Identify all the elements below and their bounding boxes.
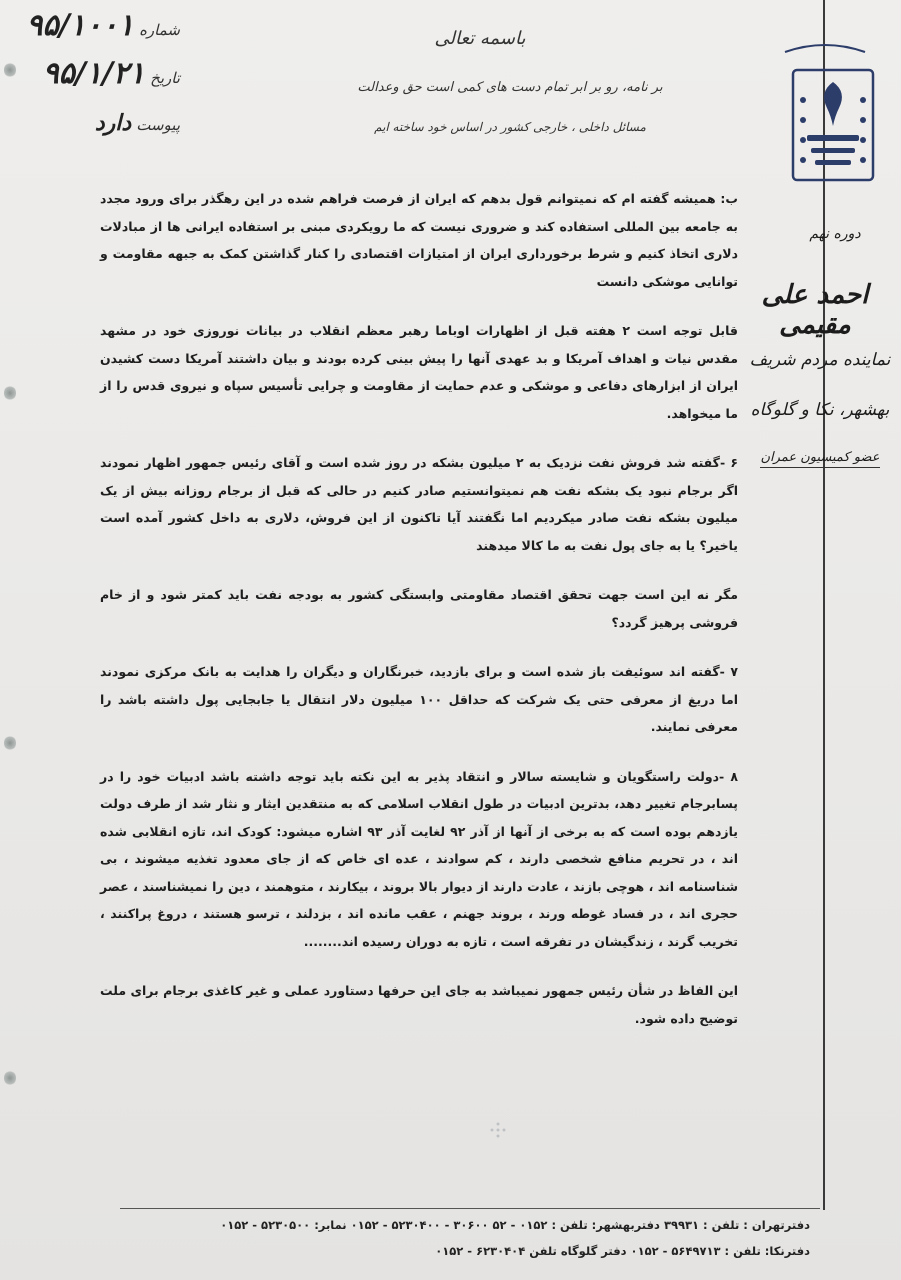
binder-hole xyxy=(4,385,16,401)
dot-mark-icon xyxy=(488,1120,508,1140)
letter-body xyxy=(100,185,738,1054)
attachment-label: پیوست xyxy=(136,116,180,134)
binder-hole xyxy=(4,62,16,78)
header-motto-line-2: مسائل داخلی ، خارجی کشور در اساس خود ساخته ایم xyxy=(374,120,646,134)
parliament-emblem-icon xyxy=(755,40,895,190)
binder-hole xyxy=(4,1070,16,1086)
handwritten-date xyxy=(6,56,186,91)
binder-hole xyxy=(4,735,16,751)
handwritten-attachment xyxy=(6,110,186,136)
footer-rule xyxy=(120,1208,820,1209)
number-value: ۹۵/۱۰۰۱ xyxy=(26,8,134,43)
representative-constituency: بهشهر، نکا و گلوگاه xyxy=(750,400,890,420)
paragraph: ۷ -گفته اند سوئیفت باز شده است و برای بازدید، خبرنگاران و دیگران را هدایت به بانک مرکزی نمودند اما دریغ از معرفی حتی یک شرکت که حداقل ۱۰۰ میلیون دلار انتقال یا جابجایی پول داشته باشد را معرفی نمایند. xyxy=(100,664,739,734)
date-label: تاریخ xyxy=(150,69,180,87)
header-motto-line-1: بر نامه، رو بر ابر تمام دست های کمی است حق وعدالت xyxy=(357,80,663,95)
term-label: دوره نهم xyxy=(809,226,861,242)
footer-contact-line-1: دفترتهران : تلفن : ۳۹۹۳۱ دفتربهشهر: تلفن : ۰۱۵۲ - ۵۲ ۳۰۶۰۰ - ۵۲۳۰۴۰۰ - ۰۱۵۲ نمابر: ۵۲۳۰۵۰۰ - ۰۱۵۲ xyxy=(220,1218,810,1232)
commission-label: عضو کمیسیون عمران xyxy=(760,450,880,468)
representative-title: نماینده مردم شریف xyxy=(749,350,891,370)
paragraph: مگر نه این است جهت تحقق اقتصاد مقاومتی وابستگی کشور به بودجه نفت باید کمتر شود و از خام فروشی پرهیز گردد؟ xyxy=(100,587,738,630)
handwritten-number xyxy=(6,8,186,43)
paragraph: ۶ -گفته شد فروش نفت نزدیک به ۲ میلیون بشکه در روز شده است و آقای رئیس جمهور اظهار نمودند اگر برجام نبود یک بشکه نفت هم نمیتوانستیم صادر کنیم در حالی که قبل از برجام روزانه بیش از یک میلیون بشکه نفت صادر میکردیم اما نگفتند آیا تاکنون از این فروش، دلاری به داخل کشور آمده است یاخیر؟ یا به جای پول نفت به ما کالا میدهند xyxy=(100,455,738,553)
paragraph: قابل توجه است ۲ هفته قبل از اظهارات اوباما رهبر معظم انقلاب در بیانات نوروزی خود در مشهد مقدس نیات و اهداف آمریکا و بد عهدی آنها را پیش بینی کرده بودند و بیان داشتند آمریکا دست کشیدن ایران از ابزارهای دفاعی و موشکی و عدم حمایت از مقاومت و چرایی تأسیس سپاه و نیروی قدس را از ما میخواهد. xyxy=(100,323,738,421)
bismillah: باسمه تعالی xyxy=(434,28,526,49)
number-label: شماره xyxy=(139,21,180,39)
attachment-value: دارد xyxy=(94,110,132,136)
date-value: ۹۵/۱/۲۱ xyxy=(42,56,146,91)
paragraph: این الفاظ در شأن رئیس جمهور نمیباشد به جای این حرفها دستاورد عملی و غیر کاغذی برجام برای ملت توضیح داده شود. xyxy=(100,983,738,1026)
footer-contact-line-2: دفترنکا: تلفن : ۵۶۴۹۷۱۳ - ۰۱۵۲ دفتر گلوگاه تلفن ۶۲۳۰۴۰۴ - ۰۱۵۲ xyxy=(435,1244,810,1258)
paragraph: ب: همیشه گفته ام که نمیتوانم قول بدهم که ایران از فرصت فراهم شده در این رهگذر برای ورود مجدد به جامعه بین المللی استفاده کند و ضروری نیست که ما رویکردی مبنی بر استفاده ایرانی ها از مبادلات دلاری اتخاذ کنیم و شرط برخورداری ایران از امتیازات اقتصادی را کنار گذاشتن کمک به جبهه مقاومت و توانایی موشکی دانست xyxy=(100,191,738,289)
paragraph: ۸ -دولت راستگویان و شایسته سالار و انتقاد پذیر به این نکته باید توجه داشته باشد ادبیات خود را در پسابرجام تغییر دهد، بدترین ادبیات در طول انقلاب اسلامی که به منتقدین ایثار و نثار شد از طرف دولت یازدهم بوده است که به برخی از آنها از آذر ۹۲ لغایت آذر ۹۳ اشاره میشود: کودک اند، تازه انقلابی شده اند ، در تحریم منافع شخصی دارند ، کم سوادند ، عده ای خاص که از جای معدود تغذیه میشوند ، بی شناسنامه اند ، هوچی بازند ، عادت دارند از دیوار بالا بروند ، بیکارند ، متوهمند ، دین را نمیشناسند ، عصر حجری اند ، در فساد غوطه ورند ، بروند جهنم ، عقب مانده اند ، بزدلند ، ترسو هستند ، دروغ پراکنند ، تخریب گرند ، زندگیشان در تفرقه است ، تازه به دوران رسیده اند........ xyxy=(100,768,738,949)
representative-name: احمد علی مقیمی xyxy=(761,280,869,340)
